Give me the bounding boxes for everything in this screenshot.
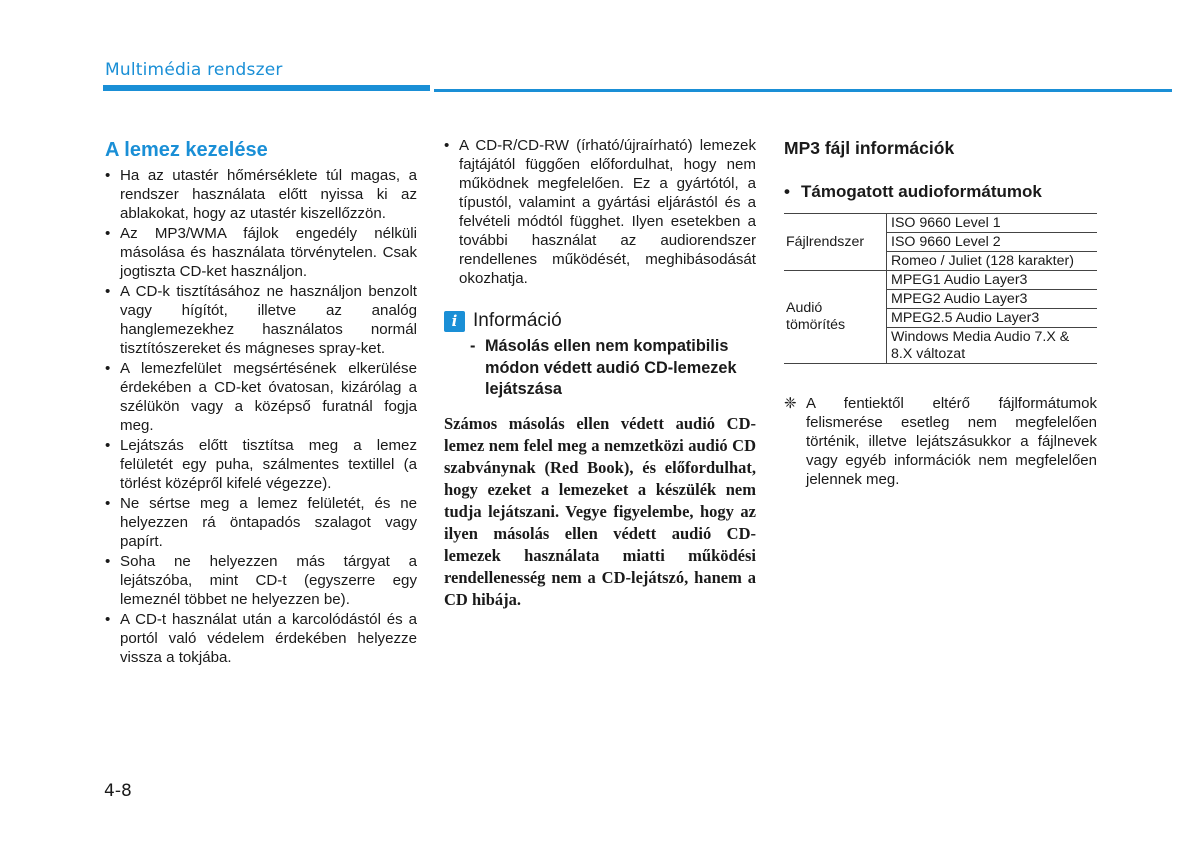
bullet-icon: • <box>105 360 111 377</box>
bullet-icon: • <box>105 225 111 242</box>
bullet-icon: • <box>105 611 111 628</box>
list-item: • A CD-k tisztításához ne használjon benzolt vagy hígítót, illetve az analóg hanglemezekhez használatos normál tisztítószereket és mágneses spray-ket. <box>105 283 417 357</box>
list-item: • Az MP3/WMA fájlok engedély nélküli másolása és használata törvénytelen. Csak jogtiszta CD-ket használjon. <box>105 225 417 280</box>
bullet-icon: • <box>105 167 111 184</box>
bullet-icon: • <box>784 182 790 201</box>
list-item: • Ne sértse meg a lemez felületét, és ne helyezzen rá öntapadós szalagot vagy papírt. <box>105 495 417 550</box>
bullet-icon: • <box>105 283 111 300</box>
dash-icon: - <box>470 337 476 355</box>
table-row <box>784 271 1097 290</box>
header-rule-thick <box>103 85 430 91</box>
list-item: • A CD-t használat után a karcolódástól és a portól való védelem érdekében helyezze vissza a tokjába. <box>105 611 417 666</box>
info-box-header <box>444 310 756 332</box>
bullet-icon: • <box>444 137 450 154</box>
table-cell: MPEG2 Audio Layer3 <box>887 290 1098 309</box>
bullet-list <box>105 166 417 667</box>
bullet-icon: • <box>105 495 111 512</box>
table-cell: Romeo / Juliet (128 karakter) <box>887 252 1098 271</box>
column-disc-handling <box>105 136 417 668</box>
section-header-title: Multimédia rendszer <box>105 60 283 80</box>
table-category-cell: Audió tömörítés <box>784 271 887 364</box>
footnote: ❈ A fentiektől eltérő fájlformátumok felismerése esetleg nem megfelelően történik, illetve lejátszásukkor a fájlnevek vagy egyéb információk nem megfelelően jelennek meg. <box>784 395 1097 488</box>
list-item: • A CD-R/CD-RW (írható/újraírható) lemezek fajtájától függően előfordulhat, hogy nem működnek megfelelően. Ez a gyártótól, a típustól, valamint a gyártási eljárástól és a felvételi módtól függhet. Ilyen esetekben a további használat az audiorendszer rendellenes működését, meghibásodását okozhatja. <box>444 137 756 287</box>
list-item: • Lejátszás előtt tisztítsa meg a lemez felületét egy puha, szálmentes textillel (a törlést középről kifelé végezze). <box>105 437 417 492</box>
mp3-subtitle: • Támogatott audioformátumok <box>784 182 1042 201</box>
table-cell: ISO 9660 Level 2 <box>887 233 1098 252</box>
info-subtitle: - Másolás ellen nem kompatibilis módon védett audió CD-lemezek lejátszása <box>470 337 737 398</box>
format-table <box>784 213 1097 364</box>
table-cell: Windows Media Audio 7.X & 8.X változat <box>887 328 1098 364</box>
bullet-list <box>444 136 756 288</box>
section-title: A lemez kezelése <box>105 139 268 161</box>
table-cell: ISO 9660 Level 1 <box>887 214 1098 233</box>
column-mp3-info <box>784 136 1097 489</box>
list-item: • Ha az utastér hőmérséklete túl magas, a rendszer használata előtt nyissa ki az ablakokat, hogy az utastér kiszellőzzön. <box>105 167 417 222</box>
note-symbol-icon: ❈ <box>784 395 797 412</box>
bullet-icon: • <box>105 437 111 454</box>
table-category-cell: Fájlrendszer <box>784 214 887 271</box>
table-row <box>784 214 1097 233</box>
page-number: 4-8 <box>104 781 132 801</box>
list-item: • A lemezfelület megsértésének elkerülése érdekében a CD-ket óvatosan, kizárólag a szélükön vagy a középső furatnál fogja meg. <box>105 360 417 434</box>
table-cell: MPEG2.5 Audio Layer3 <box>887 309 1098 328</box>
info-icon: i <box>444 311 465 332</box>
info-title: Információ <box>473 310 562 331</box>
mp3-section-title: MP3 fájl információk <box>784 138 955 158</box>
list-item: • Soha ne helyezzen más tárgyat a lejátszóba, mint CD-t (egyszerre egy lemeznél többet ne helyezzen be). <box>105 553 417 608</box>
table-cell: MPEG1 Audio Layer3 <box>887 271 1098 290</box>
bullet-icon: • <box>105 553 111 570</box>
header-rule-thin <box>434 89 1172 92</box>
info-body: Számos másolás ellen védett audió CD-lemez nem felel meg a nemzetközi audió CD szabványnak (Red Book), és előfordulhat, hogy ezeket a lemezeket a készülék nem tudja lejátszani. Vegye figyelembe, hogy az ilyen másolás ellen védett audió CD-lemezek használata miatti működési rendellenesség nem a CD-lejátszó, hanem a CD hibája. <box>444 413 756 609</box>
column-cdr-info <box>444 136 756 611</box>
